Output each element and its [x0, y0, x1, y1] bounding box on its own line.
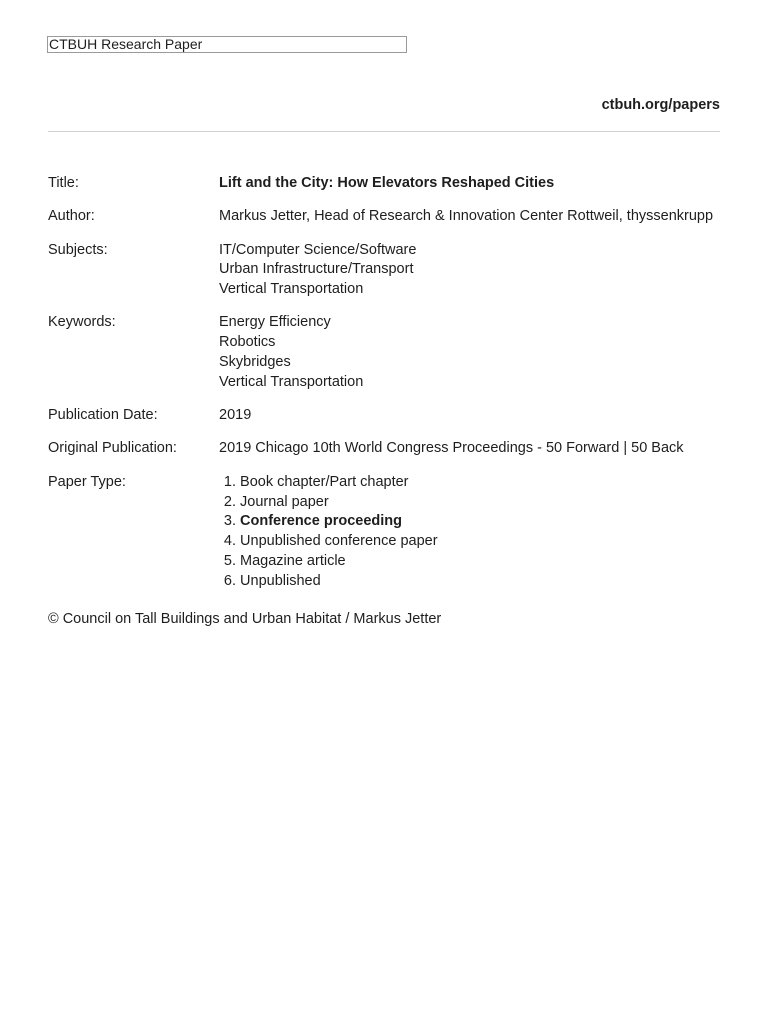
- paper-type-list: [219, 473, 720, 592]
- original-publication-value: 2019 Chicago 10th World Congress Proceedings - 50 Forward | 50 Back: [219, 440, 684, 457]
- paper-type-item: [219, 532, 720, 552]
- paper-type-item: [219, 473, 720, 493]
- original-publication-row: [48, 439, 720, 459]
- author-row: [48, 207, 720, 227]
- subject-item: Vertical Transportation: [219, 281, 364, 298]
- paper-type-number: 2.: [223, 493, 236, 510]
- copyright-notice: © Council on Tall Buildings and Urban Habitat / Markus Jetter: [48, 611, 442, 627]
- subjects-row: [48, 241, 720, 300]
- publication-date-label: Publication Date:: [48, 407, 158, 424]
- paper-type-item: [219, 493, 720, 513]
- keywords-row: [48, 313, 720, 392]
- paper-type-text: Journal paper: [240, 493, 329, 510]
- author-label: Author:: [48, 208, 95, 225]
- title-row: [48, 174, 720, 194]
- subject-item: Urban Infrastructure/Transport: [219, 261, 414, 278]
- publication-date-row: [48, 406, 720, 426]
- paper-type-number: 5.: [223, 552, 236, 569]
- paper-type-label: Paper Type:: [48, 473, 126, 490]
- paper-type-item: [219, 552, 720, 572]
- paper-type-number: 4.: [223, 533, 236, 550]
- paper-type-item: [219, 572, 720, 592]
- paper-metadata: [48, 174, 720, 605]
- paper-type-text: Unpublished: [240, 572, 321, 589]
- original-publication-label: Original Publication:: [48, 440, 177, 457]
- paper-type-text: Unpublished conference paper: [240, 533, 438, 550]
- subject-item: IT/Computer Science/Software: [219, 241, 417, 258]
- research-paper-label-box: CTBUH Research Paper: [47, 36, 407, 53]
- author-value: Markus Jetter, Head of Research & Innovation Center Rottweil, thyssenkrupp: [219, 208, 714, 225]
- paper-type-number: 1.: [223, 473, 236, 490]
- subjects-list: [219, 241, 720, 300]
- paper-type-row: [48, 473, 720, 592]
- paper-type-number: 6.: [223, 572, 236, 589]
- keyword-item: Vertical Transportation: [219, 373, 364, 390]
- title-value: Lift and the City: How Elevators Reshaped Cities: [219, 175, 555, 191]
- subjects-label: Subjects:: [48, 241, 108, 258]
- title-label: Title:: [48, 175, 79, 191]
- paper-type-item-selected: [219, 512, 720, 532]
- header-divider: [48, 131, 720, 132]
- paper-type-number: 3.: [223, 513, 236, 530]
- paper-type-text: Conference proceeding: [240, 513, 402, 530]
- paper-type-text: Magazine article: [240, 552, 346, 569]
- papers-link[interactable]: ctbuh.org/papers: [601, 97, 720, 113]
- paper-type-text: Book chapter/Part chapter: [240, 473, 409, 490]
- keyword-item: Energy Efficiency: [219, 314, 331, 331]
- keywords-list: [219, 313, 720, 392]
- keyword-item: Skybridges: [219, 354, 291, 371]
- publication-date-value: 2019: [219, 407, 252, 424]
- keyword-item: Robotics: [219, 334, 276, 351]
- keywords-label: Keywords:: [48, 314, 116, 331]
